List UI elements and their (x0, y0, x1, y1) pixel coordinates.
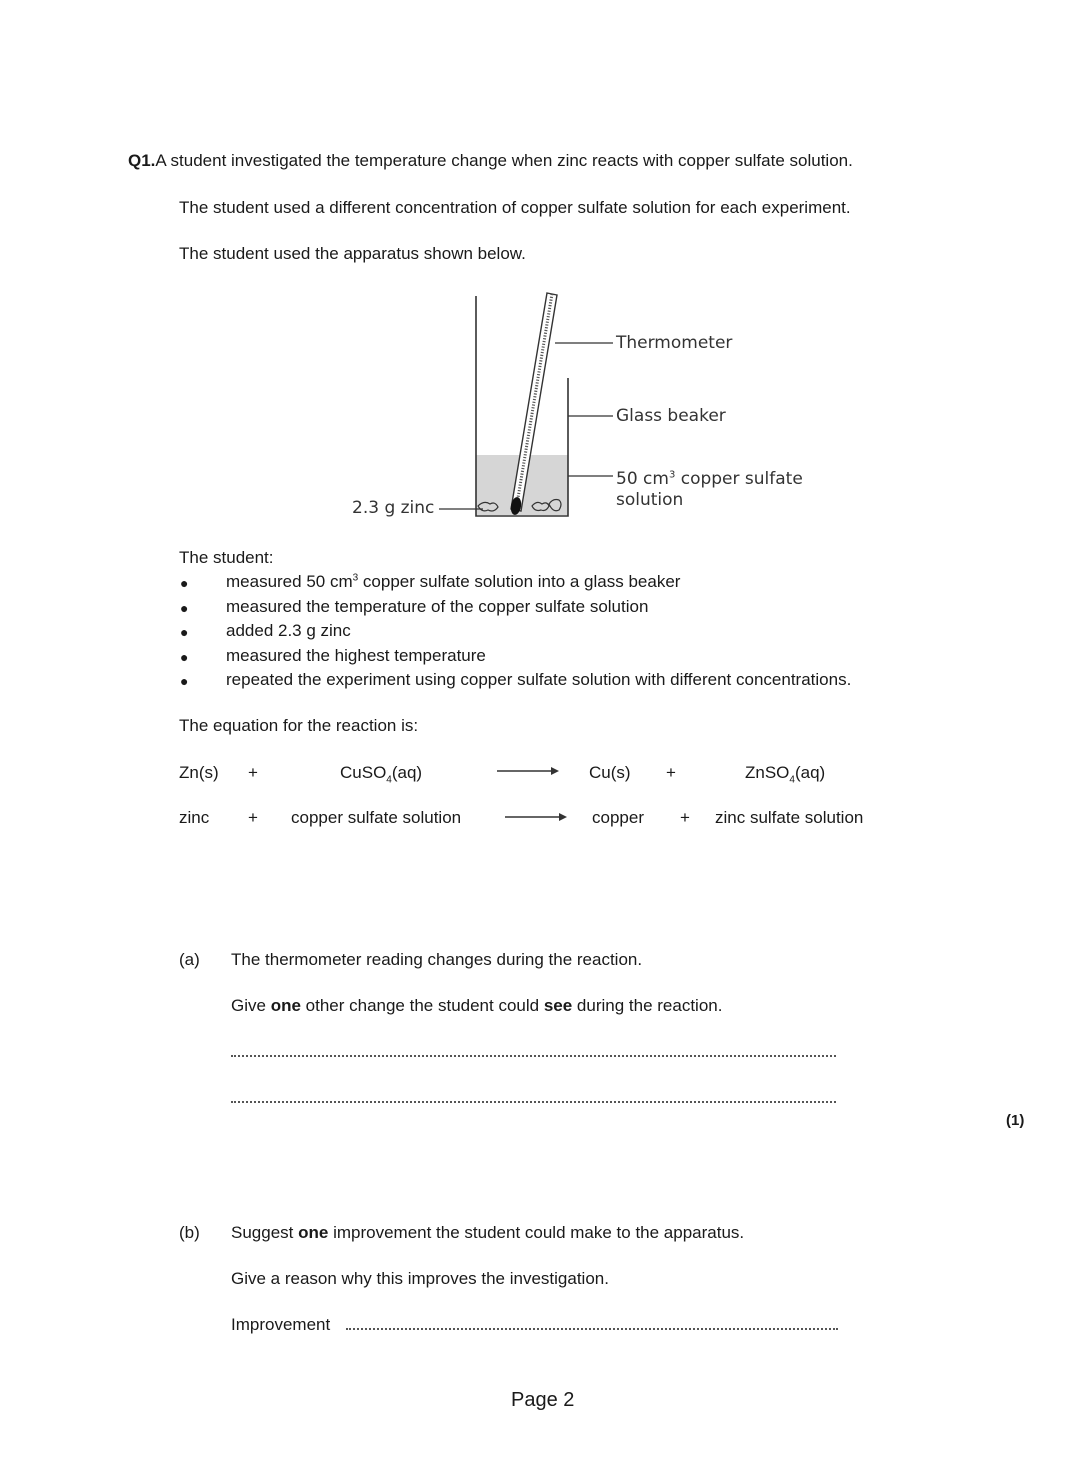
eq-arrow-word (505, 810, 567, 824)
apparatus-diagram (0, 280, 1080, 530)
part-a-label: (a) (179, 950, 200, 969)
method-heading: The student: (179, 548, 274, 567)
solution-label-name: copper sulfate (675, 469, 803, 489)
part-b-q-post: improvement the student could make to the apparatus. (328, 1223, 745, 1242)
question-intro (128, 151, 853, 171)
eq-znso4-sub: 4 (789, 774, 795, 786)
part-b-reason-prompt: Give a reason why this improves the investigation. (231, 1269, 609, 1288)
eq-copper-sulfate-formula (340, 763, 422, 785)
eq-znso4-pre: ZnSO (745, 763, 790, 782)
question-number: Q1. (128, 151, 156, 170)
part-b-question (231, 1223, 744, 1243)
part-b-q-pre: Suggest (231, 1223, 299, 1242)
method-step-1 (226, 572, 680, 592)
method-step-3: added 2.3 g zinc (226, 621, 351, 640)
part-a-q-post: during the reaction. (572, 996, 723, 1015)
page-number: Page 2 (511, 1389, 575, 1411)
eq-arrow-symbol (497, 764, 559, 778)
answer-line-a1[interactable] (231, 1055, 836, 1057)
eq-word-copper-sulfate: copper sulfate solution (291, 808, 462, 827)
thermometer-label: Thermometer (616, 333, 733, 353)
eq-word-plus-2: + (680, 808, 690, 827)
equation-heading: The equation for the reaction is: (179, 716, 419, 735)
eq-word-copper: copper (592, 808, 644, 827)
question-line-2: The student used a different concentration of copper sulfate solution for each experiment. (179, 198, 851, 217)
solution-label-line2: solution (616, 490, 684, 510)
part-a-q-pre: Give (231, 996, 271, 1015)
bullet-2: ● (180, 600, 189, 616)
bullet-3: ● (180, 624, 189, 640)
bullet-1: ● (180, 575, 189, 591)
question-intro-text: A student investigated the temperature change when zinc reacts with copper sulfate solution. (155, 151, 853, 170)
part-a-q-bold-see: see (543, 996, 573, 1015)
eq-cuso4-sub: 4 (386, 774, 392, 786)
solution-label-volume: 50 cm (616, 469, 669, 489)
method-step-5: repeated the experiment using copper sulfate solution with different concentrations. (226, 670, 852, 689)
improvement-label: Improvement (231, 1315, 331, 1334)
part-b-q-bold-one: one (298, 1223, 329, 1242)
part-a-stem: The thermometer reading changes during the reaction. (231, 950, 643, 969)
eq-znso4-post: (aq) (794, 763, 826, 782)
method-step-1-post: copper sulfate solution into a glass beaker (358, 572, 681, 591)
method-step-4: measured the highest temperature (226, 646, 486, 665)
eq-cuso4-pre: CuSO (340, 763, 387, 782)
question-line-3: The student used the apparatus shown below. (179, 244, 526, 263)
part-a-marks: (1) (1006, 1112, 1025, 1129)
part-b-label: (b) (179, 1223, 200, 1242)
glass-beaker-label: Glass beaker (616, 406, 726, 426)
bullet-5: ● (180, 673, 189, 689)
part-a-q-mid: other change the student could (300, 996, 544, 1015)
zinc-label: 2.3 g zinc (352, 498, 435, 518)
eq-plus-2: + (666, 763, 676, 782)
eq-word-plus-1: + (248, 808, 258, 827)
answer-line-improvement[interactable] (346, 1328, 838, 1330)
method-step-2: measured the temperature of the copper sulfate solution (226, 597, 649, 616)
eq-word-zinc-sulfate: zinc sulfate solution (715, 808, 864, 827)
method-step-1-sup: 3 (352, 572, 359, 584)
answer-line-a2[interactable] (231, 1101, 836, 1103)
eq-word-zinc: zinc (179, 808, 210, 827)
eq-copper-symbol: Cu(s) (589, 763, 631, 782)
part-a-q-bold-one: one (270, 996, 301, 1015)
part-a-question (231, 996, 722, 1016)
bullet-4: ● (180, 649, 189, 665)
eq-zinc-symbol: Zn(s) (179, 763, 219, 782)
solution-label (616, 469, 803, 489)
solution-label-sup: 3 (668, 469, 676, 481)
eq-plus-1: + (248, 763, 258, 782)
eq-cuso4-post: (aq) (391, 763, 423, 782)
method-step-1-pre: measured 50 cm (226, 572, 353, 591)
eq-zinc-sulfate-formula (745, 763, 825, 785)
